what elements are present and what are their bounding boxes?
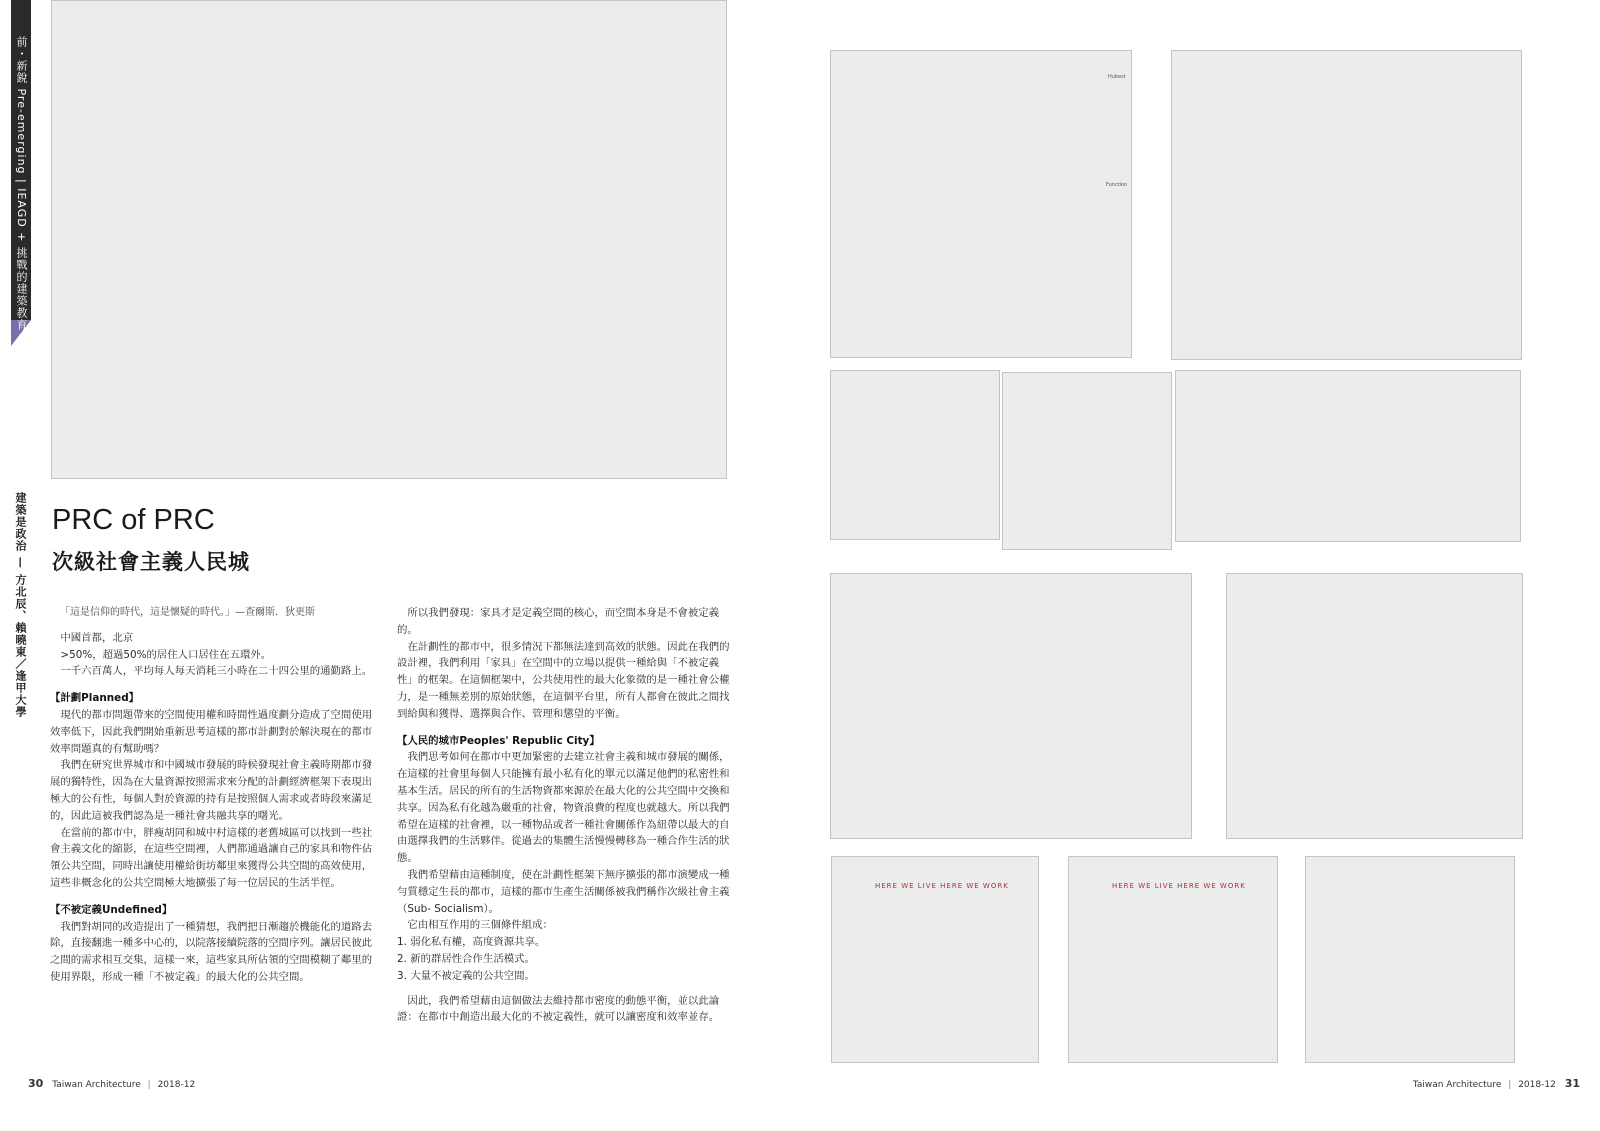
- intro-line: >50%，超過50%的居住人口居住在五環外。: [60, 648, 272, 661]
- left-text-column: [50, 605, 382, 986]
- intro-line: 一千六百萬人，平均每人每天消耗三小時在二十四公里的通勤路上。: [60, 665, 373, 678]
- closing-paragraph: 因此，我們希望藉由這個做法去維持都市密度的動態平衡，並以此論證：在都市中創造出最大化的不被定義性，就可以讓密度和效率並存。: [397, 994, 720, 1024]
- condition-item: 1. 弱化私有權，高度資源共享。: [397, 936, 546, 949]
- page-number: 30: [28, 1077, 44, 1090]
- unit-grid-render: [1305, 856, 1515, 1063]
- interior-banner-text: HERE WE LIVE HERE WE WORK: [1112, 882, 1246, 890]
- hub-label: Hubest: [1108, 74, 1126, 80]
- paragraph: 在當前的都市中，胖瘦胡同和城中村這樣的老舊城區可以找到一些社會主義文化的縮影，在這些空間裡，人們都通過讓自己的家具和物件佔領公共空間，同時出讓使用權給街坊鄰里來獲得公共空間的高效使用，這些非概念化的公共空間極大地擴張了每一位居民的生活半徑。: [50, 826, 373, 889]
- condition-item: 3. 大量不被定義的公共空間。: [397, 969, 535, 982]
- section-heading-undefined: 【不被定義Undefined】: [50, 903, 173, 916]
- author-line: 建築是政治 — 方北辰、賴曉東／逢甲大學: [14, 492, 27, 718]
- section-tab-label: 前・新銳 Pre-emerging | IEAGD + 挑戰的建築教育: [15, 36, 28, 331]
- floor-plan-right: [1226, 573, 1523, 839]
- paragraph: 我們思考如何在都市中更加緊密的去建立社會主義和城市發展的關係，在這樣的社會里每個人只能擁有最小私有化的單元以滿足他們的私密性和基本生活。居民的所有的生活物資都來源於在最大化的公共空間中交換和共享。因為私有化越為嚴重的社會，物資浪費的程度也就越大。所以我們希望在這樣的社會裡，以一種物品或者一種社會關係作為紐帶以最大的自由選擇我們的生活夥伴。從過去的集體生活慢慢轉移為一種合作生活的狀態。: [397, 751, 730, 865]
- aerial-map-image: [51, 0, 727, 479]
- intro-line: 中國首都，北京: [60, 631, 134, 644]
- condition-item: 2. 新的群居性合作生活模式。: [397, 952, 535, 965]
- paragraph: 我們希望藉由這種制度，使在計劃性框架下無序擴張的都市演變成一種勻質穩定生長的都市，這樣的都市生產生活關係被我們稱作次級社會主義（Sub- Socialism）。: [397, 868, 730, 915]
- article-title-en: PRC of PRC: [52, 504, 215, 536]
- magazine-name: Taiwan Architecture: [1412, 1080, 1502, 1090]
- footer-left: [28, 1077, 195, 1090]
- issue-date: 2018-12: [1518, 1080, 1556, 1090]
- circular-collage-diagram: [830, 370, 1000, 540]
- epigraph-quote: 「這是信仰的時代，這是懷疑的時代。」—查爾斯．狄更斯: [60, 607, 315, 618]
- footer-separator: |: [1508, 1080, 1512, 1090]
- paragraph: 在計劃性的都市中，很多情況下都無法達到高效的狀態。因此在我們的設計裡，我們利用「家具」在空間中的立場以提供一種給與「不被定義性」的框架。在這個框架中，公共使用性的最大化象徵的是一種社會公權力，是一種無差別的原始狀態，在這個平台里，所有人都會在彼此之間找到給與和獲得、選擇與合作、管理和懲望的平衡。: [397, 640, 730, 720]
- right-text-column: [397, 605, 731, 1026]
- section-heading-planned: 【計劃Planned】: [50, 692, 140, 705]
- urban-plan-diagram: [1171, 50, 1522, 360]
- page-number: 31: [1564, 1077, 1580, 1090]
- paragraph: 我們在研究世界城市和中國城市發展的時候發現社會主義時期都市發展的獨特性，因為在大量資源按照需求來分配的計劃經濟框架下表現出極大的公有性，每個人對於資源的持有是按照個人需求或者時段來滿足的，因此這被我們認為是一種社會共融共享的曙光。: [50, 759, 373, 822]
- hexagon-axonometric-diagram: [830, 50, 1132, 358]
- paragraph: 現代的都市問題帶來的空間使用權和時間性過度劃分造成了空間使用效率低下，因此我們開始重新思考這樣的都市計劃對於解決現在的都市效率問題真的有幫助嗎？: [50, 708, 373, 755]
- interior-banner-text: HERE WE LIVE HERE WE WORK: [875, 882, 1009, 890]
- paragraph: 所以我們發現：家具才是定義空間的核心，而空間本身是不會被定義的。: [397, 607, 720, 636]
- bubble-diagram: [1002, 372, 1172, 550]
- plan-drawing-strip: [1175, 370, 1521, 542]
- paragraph: 我們對胡同的改造提出了一種猜想，我們把日漸趨於機能化的道路去除，直接翻進一種多中心的，以院落接續院落的空間序列。讓居民彼此之間的需求相互交集，這樣一來，這些家具所佔領的空間模糊了鄰里的使用界限，形成一種「不被定義」的最大化的公共空間。: [50, 920, 373, 983]
- function-label: Function: [1106, 182, 1128, 188]
- magazine-name: Taiwan Architecture: [52, 1080, 141, 1090]
- footer-separator: |: [147, 1080, 151, 1090]
- paragraph: 它由相互作用的三個條件組成：: [407, 919, 553, 932]
- section-heading-city: 【人民的城市Peoples' Republic City】: [397, 734, 600, 747]
- footer-right: [1413, 1077, 1580, 1090]
- issue-date: 2018-12: [157, 1080, 196, 1090]
- article-title-zh: 次級社會主義人民城: [52, 550, 250, 574]
- floor-plan-left: [830, 573, 1192, 839]
